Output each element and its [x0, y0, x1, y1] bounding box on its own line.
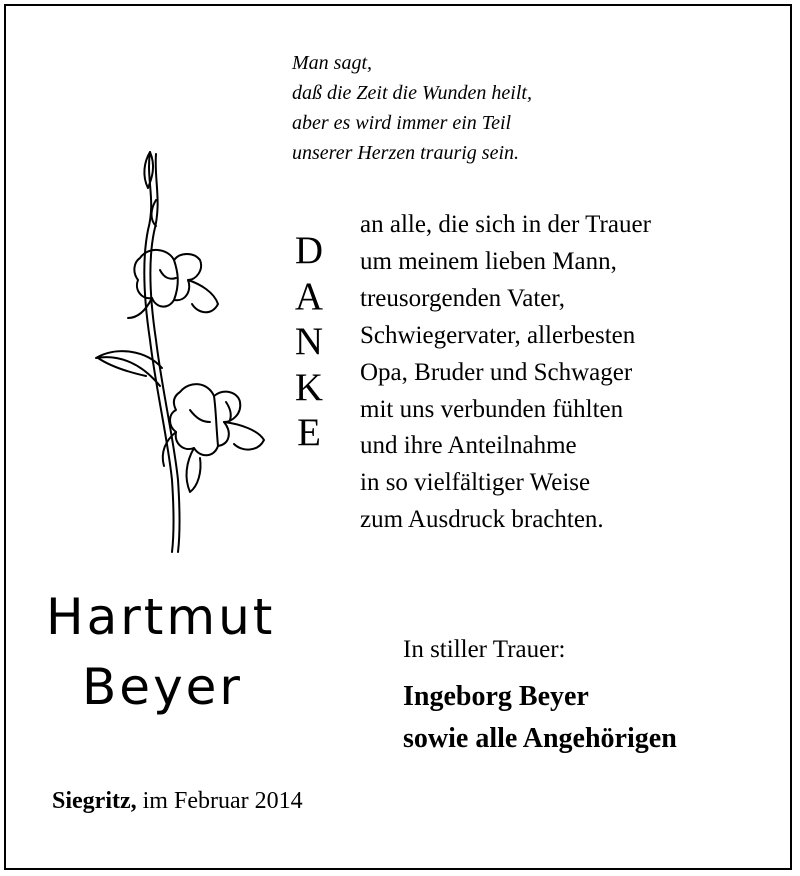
danke-letter: A — [294, 274, 324, 318]
poem-line: daß die Zeit die Wunden heilt, — [292, 82, 532, 104]
iris-flower-icon — [76, 140, 276, 560]
poem — [292, 48, 532, 168]
thanks-line: Schwiegervater, allerbesten — [360, 321, 636, 349]
thanks-line: Opa, Bruder und Schwager — [360, 358, 633, 386]
thanks-line: an alle, die sich in der Trauer — [360, 211, 651, 238]
thanks-line: mit uns verbunden fühlten — [360, 395, 624, 423]
dateline-date: im Februar 2014 — [142, 788, 303, 814]
poem-line: unserer Herzen traurig sein. — [292, 142, 520, 164]
poem-line: aber es wird immer ein Teil — [292, 112, 512, 134]
thanks-line: zum Ausdruck brachten. — [360, 506, 604, 534]
dateline — [52, 788, 303, 815]
danke-letter: K — [294, 365, 324, 409]
poem-line: Man sagt, — [292, 52, 372, 74]
danke-letter: N — [294, 320, 324, 363]
deceased-first-name: Hartmut — [46, 588, 276, 646]
mourner-name: Ingeborg Beyer — [403, 681, 589, 712]
mourners — [403, 676, 677, 760]
thanks-line: um meinem lieben Mann, — [360, 247, 617, 275]
thanks-text — [360, 207, 651, 539]
thanks-line: treusorgenden Vater, — [360, 284, 565, 312]
danke-letter: E — [297, 411, 321, 454]
mourning-heading: In stiller Trauer: — [403, 636, 566, 663]
thanks-line: und ihre Anteilnahme — [360, 432, 577, 460]
thanks-line: in so vielfältiger Weise — [360, 469, 591, 497]
danke-letter: D — [294, 229, 324, 272]
mourner-name: sowie alle Angehörigen — [403, 723, 677, 754]
dateline-place: Siegritz, — [52, 788, 137, 814]
danke-vertical — [288, 228, 330, 456]
deceased-last-name: Beyer — [82, 658, 243, 716]
